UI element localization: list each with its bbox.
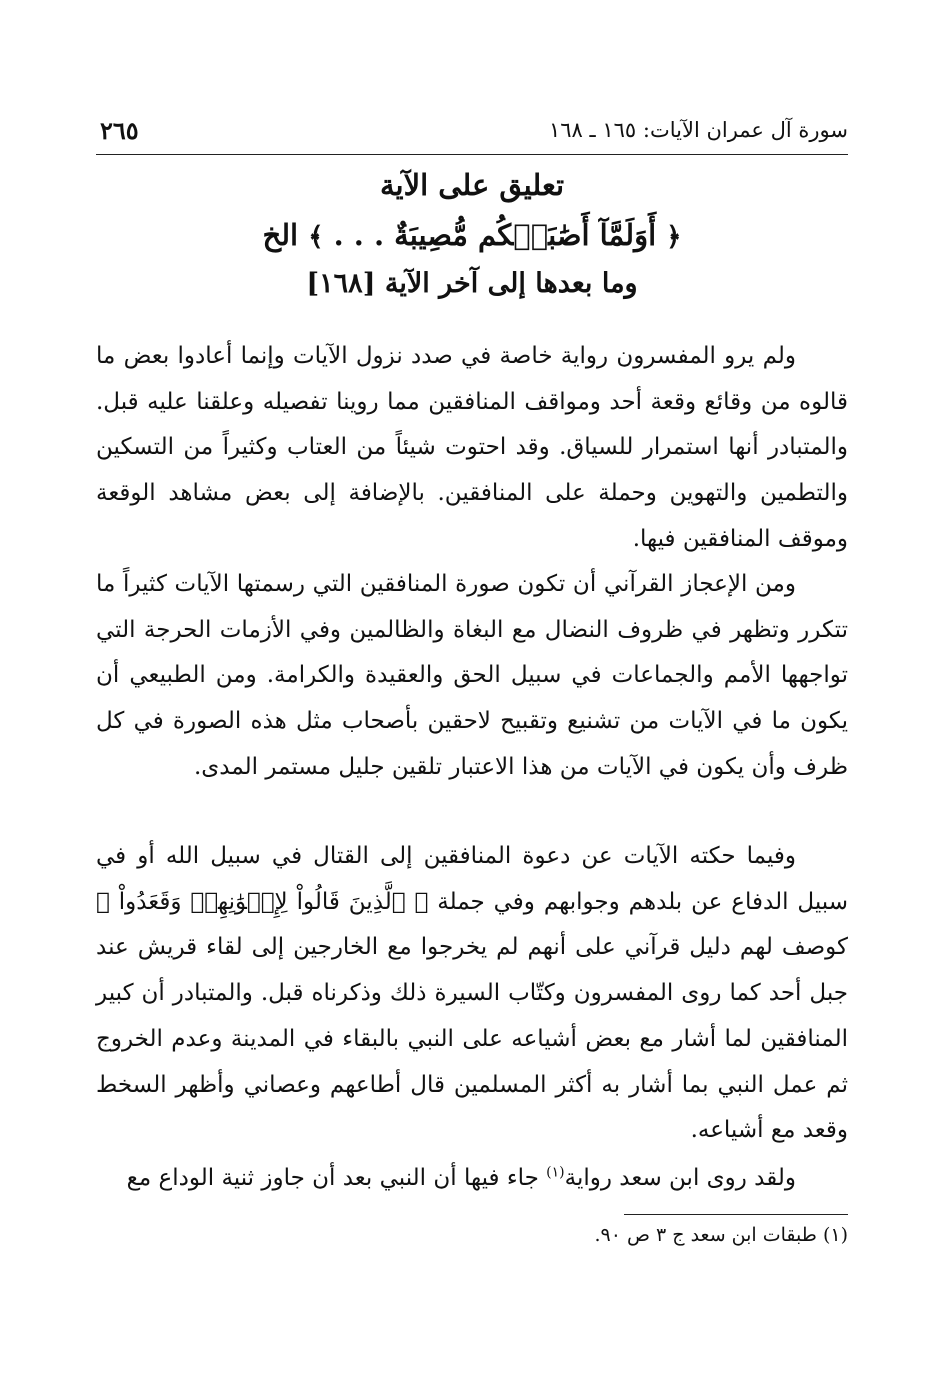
paragraph-4-part-2: جاء فيها أن النبي بعد أن جاوز ثنية الوداع مع [126,1165,539,1191]
body-paragraph-1: ولم يرو المفسرون رواية خاصة في صدد نزول الآيات وإنما أعادوا بعض ما قالوه من وقائع وقعة أحد ومواقف المنافقين مما روينا تفصيله وعلقنا عليه قبل. والمتبادر أنها استمرار للسياق. وقد احتوت شيئاً من العتاب وكثيراً من التسكين والتطمين والتهوين وحملة على المنافقين. بالإضافة إلى بعض مشاهد الوقعة وموقف المنافقين فيها. [96,343,848,552]
verse-heading [96,218,848,252]
body-paragraph-4 [96,1156,848,1202]
footnote-marker: (١) [822,1224,848,1246]
section-heading: تعليق على الآية [379,168,565,202]
footnote-text: طبقات ابن سعد ج ٣ ص ٩٠. [594,1224,817,1246]
section-subheading: وما بعدها إلى آخر الآية [١٦٨] [306,268,638,299]
body-paragraph-2: ومن الإعجاز القرآني أن تكون صورة المنافقين التي رسمتها الآيات كثيراً ما تتكرر وتظهر في ظروف النضال مع البغاة والظالمين وفي الأزمات الحرجة التي تواجهها الأمم والجماعات في سبيل الحق والعقيدة والكرامة. ومن الطبيعي أن يكون ما في الآيات من تشنيع وتقبيح لاحقين بأصحاب مثل هذه الصورة في كل ظرف وأن يكون في الآيات من هذا الاعتبار تلقين جليل مستمر المدى. [96,571,848,780]
paragraph-3-part-1: وفيما حكته الآيات عن دعوة المنافقين إلى القتال في سبيل الله أو في سبيل الدفاع عن بلدهم وجوابهم وفي جملة [96,843,848,915]
page-header [96,112,848,152]
verse-close-bracket: ﴾ [308,222,324,252]
paragraph-3-part-2: كوصف لهم دليل قرآني على أنهم لم يخرجوا مع الخارجين إلى لقاء قريش عند جبل أحد كما روى المفسرون وكتّاب السيرة ذلك وذكرناه قبل. والمتبادر أن كبير المنافقين لما أشار مع بعض أشياعه على النبي بالبقاء في المدينة وعدم الخروج ثم عمل النبي بما أشار به أكثر المسلمين قال أطاعهم وعصاني وأظهر السخط وقعد مع أشياعه. [96,934,848,1144]
quranic-quote: ﴿ ٱلَّذِينَ قَالُواْ لِإِخۡوَٰنِهِمۡ وَقَعَدُواْ ﴾ [96,888,429,915]
footnote-divider [624,1214,848,1215]
header-divider [96,154,848,155]
verse-suffix: الخ [262,218,299,252]
paragraph-4-part-1: ولقد روى ابن سعد رواية [564,1165,796,1191]
page-number: ٢٦٥ [100,116,139,145]
footnote [248,1224,848,1246]
body-paragraph-3 [96,834,848,1154]
verse-open-bracket: ﴿ [666,222,682,252]
running-title: سورة آل عمران الآيات: ١٦٥ ـ ١٦٨ [549,118,848,142]
footnote-reference: (١) [546,1164,565,1181]
verse-text: أَوَلَمَّآ أَصَٰبَتۡكُم مُّصِيبَةٌ . . . [333,218,657,252]
